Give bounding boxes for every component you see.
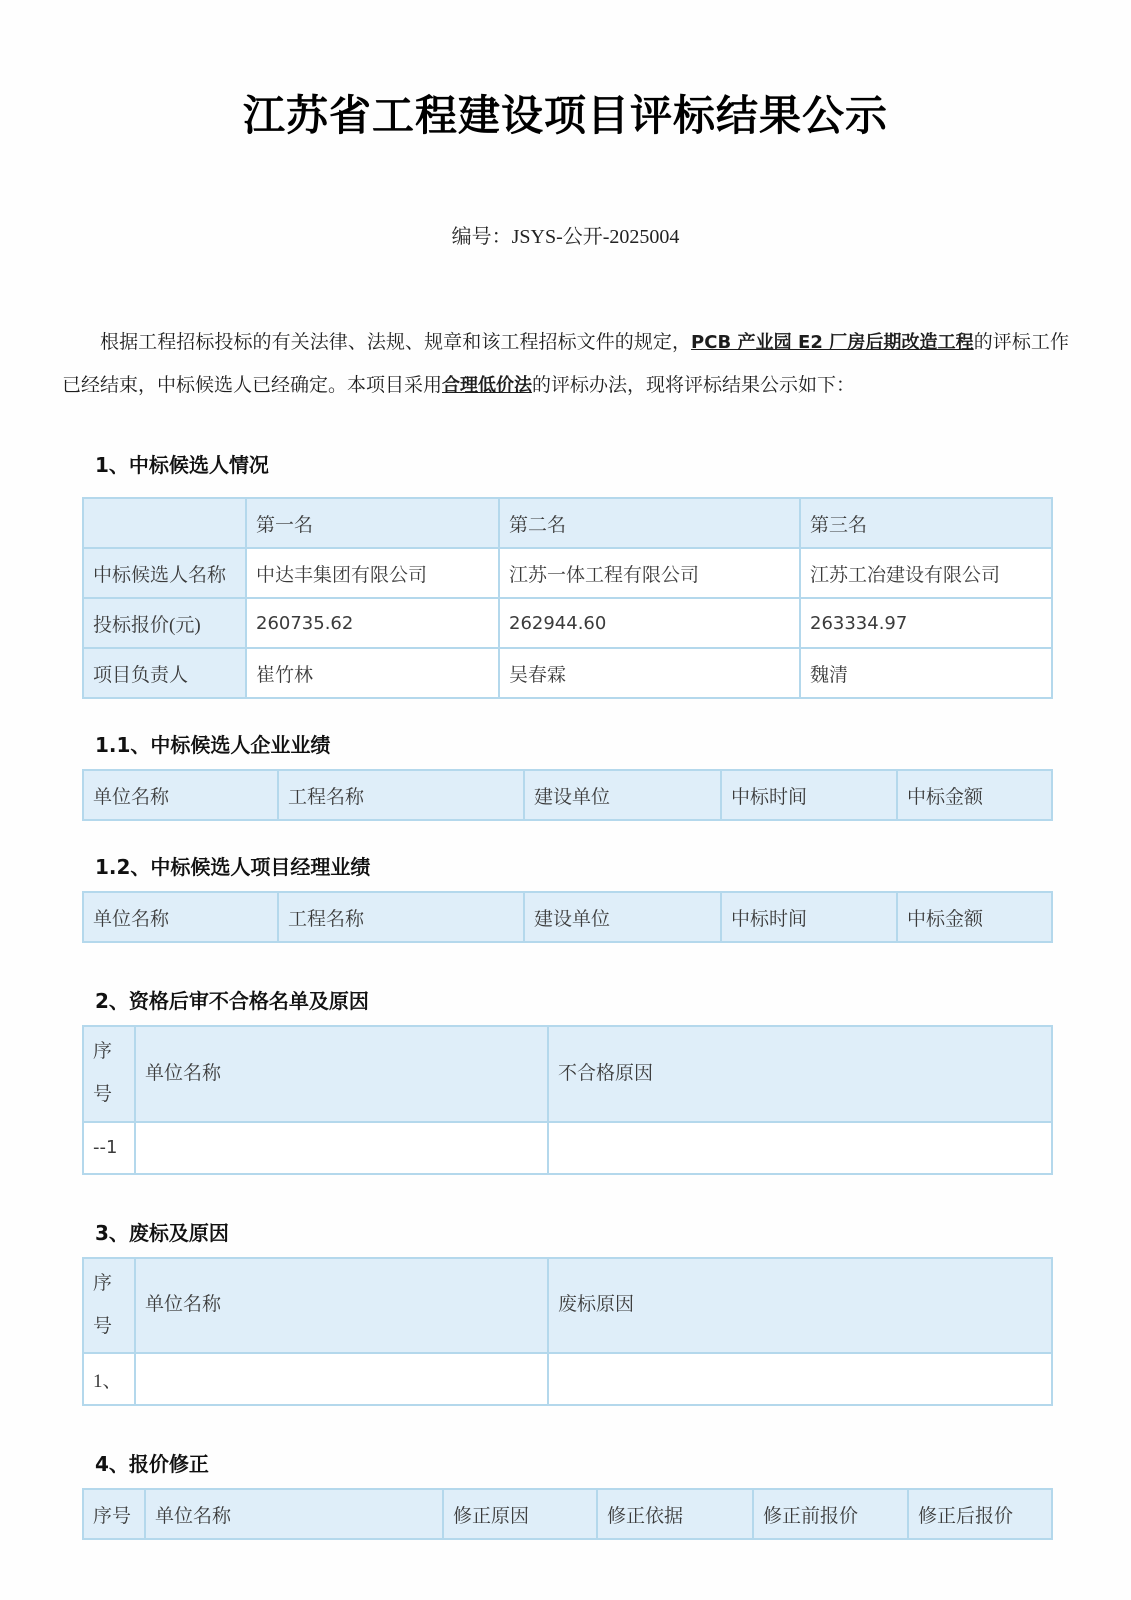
intro-text-3: 的评标办法，现将评标结果公示如下： xyxy=(532,375,856,397)
section-heading-candidates: 1、中标候选人情况 xyxy=(95,453,269,478)
header-cell-second-place: 第二名 xyxy=(499,498,800,548)
header-cell-price-before: 修正前报价 xyxy=(753,1489,908,1539)
header-cell-company: 单位名称 xyxy=(145,1489,443,1539)
header-cell-project: 工程名称 xyxy=(278,892,524,942)
table-cell-seq: 1、 xyxy=(83,1353,135,1405)
table-cell-seq: --1 xyxy=(83,1122,135,1174)
header-cell-award-time: 中标时间 xyxy=(721,770,897,820)
section-heading-price-correction: 4、报价修正 xyxy=(95,1452,209,1477)
table-cell: 江苏工冶建设有限公司 xyxy=(800,548,1052,598)
table-cell: 260735.62 xyxy=(246,598,499,648)
intro-text-1: 根据工程招标投标的有关法律、法规、规章和该工程招标文件的规定， xyxy=(100,332,692,354)
row-label: 中标候选人名称 xyxy=(83,548,246,598)
header-cell-seq: 序号 xyxy=(83,1026,135,1122)
header-cell-company: 单位名称 xyxy=(83,770,278,820)
header-cell-fail-reason: 不合格原因 xyxy=(548,1026,1052,1122)
table-header-row xyxy=(83,1026,1052,1122)
header-cell-third-place: 第三名 xyxy=(800,498,1052,548)
table-row-project-manager xyxy=(83,648,1052,698)
table-cell-company xyxy=(135,1122,548,1174)
table-cell: 263334.97 xyxy=(800,598,1052,648)
manager-performance-table xyxy=(82,891,1053,943)
table-cell-company xyxy=(135,1353,548,1405)
header-cell-award-time: 中标时间 xyxy=(721,892,897,942)
table-cell: 262944.60 xyxy=(499,598,800,648)
table-row-bid-price xyxy=(83,598,1052,648)
table-cell: 江苏一体工程有限公司 xyxy=(499,548,800,598)
header-cell-company: 单位名称 xyxy=(135,1026,548,1122)
header-cell-correction-basis: 修正依据 xyxy=(597,1489,753,1539)
page-title: 江苏省工程建设项目评标结果公示 xyxy=(242,94,888,140)
table-header-row xyxy=(83,770,1052,820)
header-cell-owner: 建设单位 xyxy=(524,892,721,942)
header-cell-blank xyxy=(83,498,246,548)
table-header-row xyxy=(83,1489,1052,1539)
table-cell-reason xyxy=(548,1122,1052,1174)
table-header-row xyxy=(83,498,1052,548)
header-cell-project: 工程名称 xyxy=(278,770,524,820)
header-cell-correction-reason: 修正原因 xyxy=(443,1489,597,1539)
table-header-row xyxy=(83,892,1052,942)
table-row-candidate-name xyxy=(83,548,1052,598)
row-label: 项目负责人 xyxy=(83,648,246,698)
header-cell-award-amount: 中标金额 xyxy=(897,892,1052,942)
section-heading-disqualified: 2、资格后审不合格名单及原因 xyxy=(95,989,369,1014)
header-cell-owner: 建设单位 xyxy=(524,770,721,820)
header-cell-price-after: 修正后报价 xyxy=(908,1489,1052,1539)
candidates-table xyxy=(82,497,1053,699)
header-cell-reject-reason: 废标原因 xyxy=(548,1258,1052,1354)
section-heading-enterprise-performance: 1.1、中标候选人企业业绩 xyxy=(95,733,331,758)
table-cell-reason xyxy=(548,1353,1052,1405)
table-cell: 魏清 xyxy=(800,648,1052,698)
table-header-row xyxy=(83,1258,1052,1354)
project-name: PCB 产业园 E2 厂房后期改造工程 xyxy=(691,332,974,354)
header-cell-award-amount: 中标金额 xyxy=(897,770,1052,820)
price-correction-table xyxy=(82,1488,1053,1540)
intro-paragraph xyxy=(62,321,1069,407)
doc-number: 编号：JSYS-公开-2025004 xyxy=(451,226,680,249)
header-cell-company: 单位名称 xyxy=(83,892,278,942)
section-heading-rejected: 3、废标及原因 xyxy=(95,1220,229,1245)
header-cell-company: 单位名称 xyxy=(135,1258,548,1354)
rejected-bids-table xyxy=(82,1257,1053,1407)
table-cell: 崔竹林 xyxy=(246,648,499,698)
evaluation-method: 合理低价法 xyxy=(442,375,533,397)
header-cell-seq: 序号 xyxy=(83,1258,135,1354)
table-row xyxy=(83,1353,1052,1405)
table-cell: 吴春霖 xyxy=(499,648,800,698)
header-cell-first-place: 第一名 xyxy=(246,498,499,548)
enterprise-performance-table xyxy=(82,769,1053,821)
table-cell: 中达丰集团有限公司 xyxy=(246,548,499,598)
table-row xyxy=(83,1122,1052,1174)
header-cell-seq: 序号 xyxy=(83,1489,145,1539)
intro-text-2: 的评标工作已经结束，中标候选人已经确定。本项目采用 xyxy=(62,332,1069,397)
row-label: 投标报价(元) xyxy=(83,598,246,648)
disqualified-table xyxy=(82,1025,1053,1175)
section-heading-manager-performance: 1.2、中标候选人项目经理业绩 xyxy=(95,855,371,880)
